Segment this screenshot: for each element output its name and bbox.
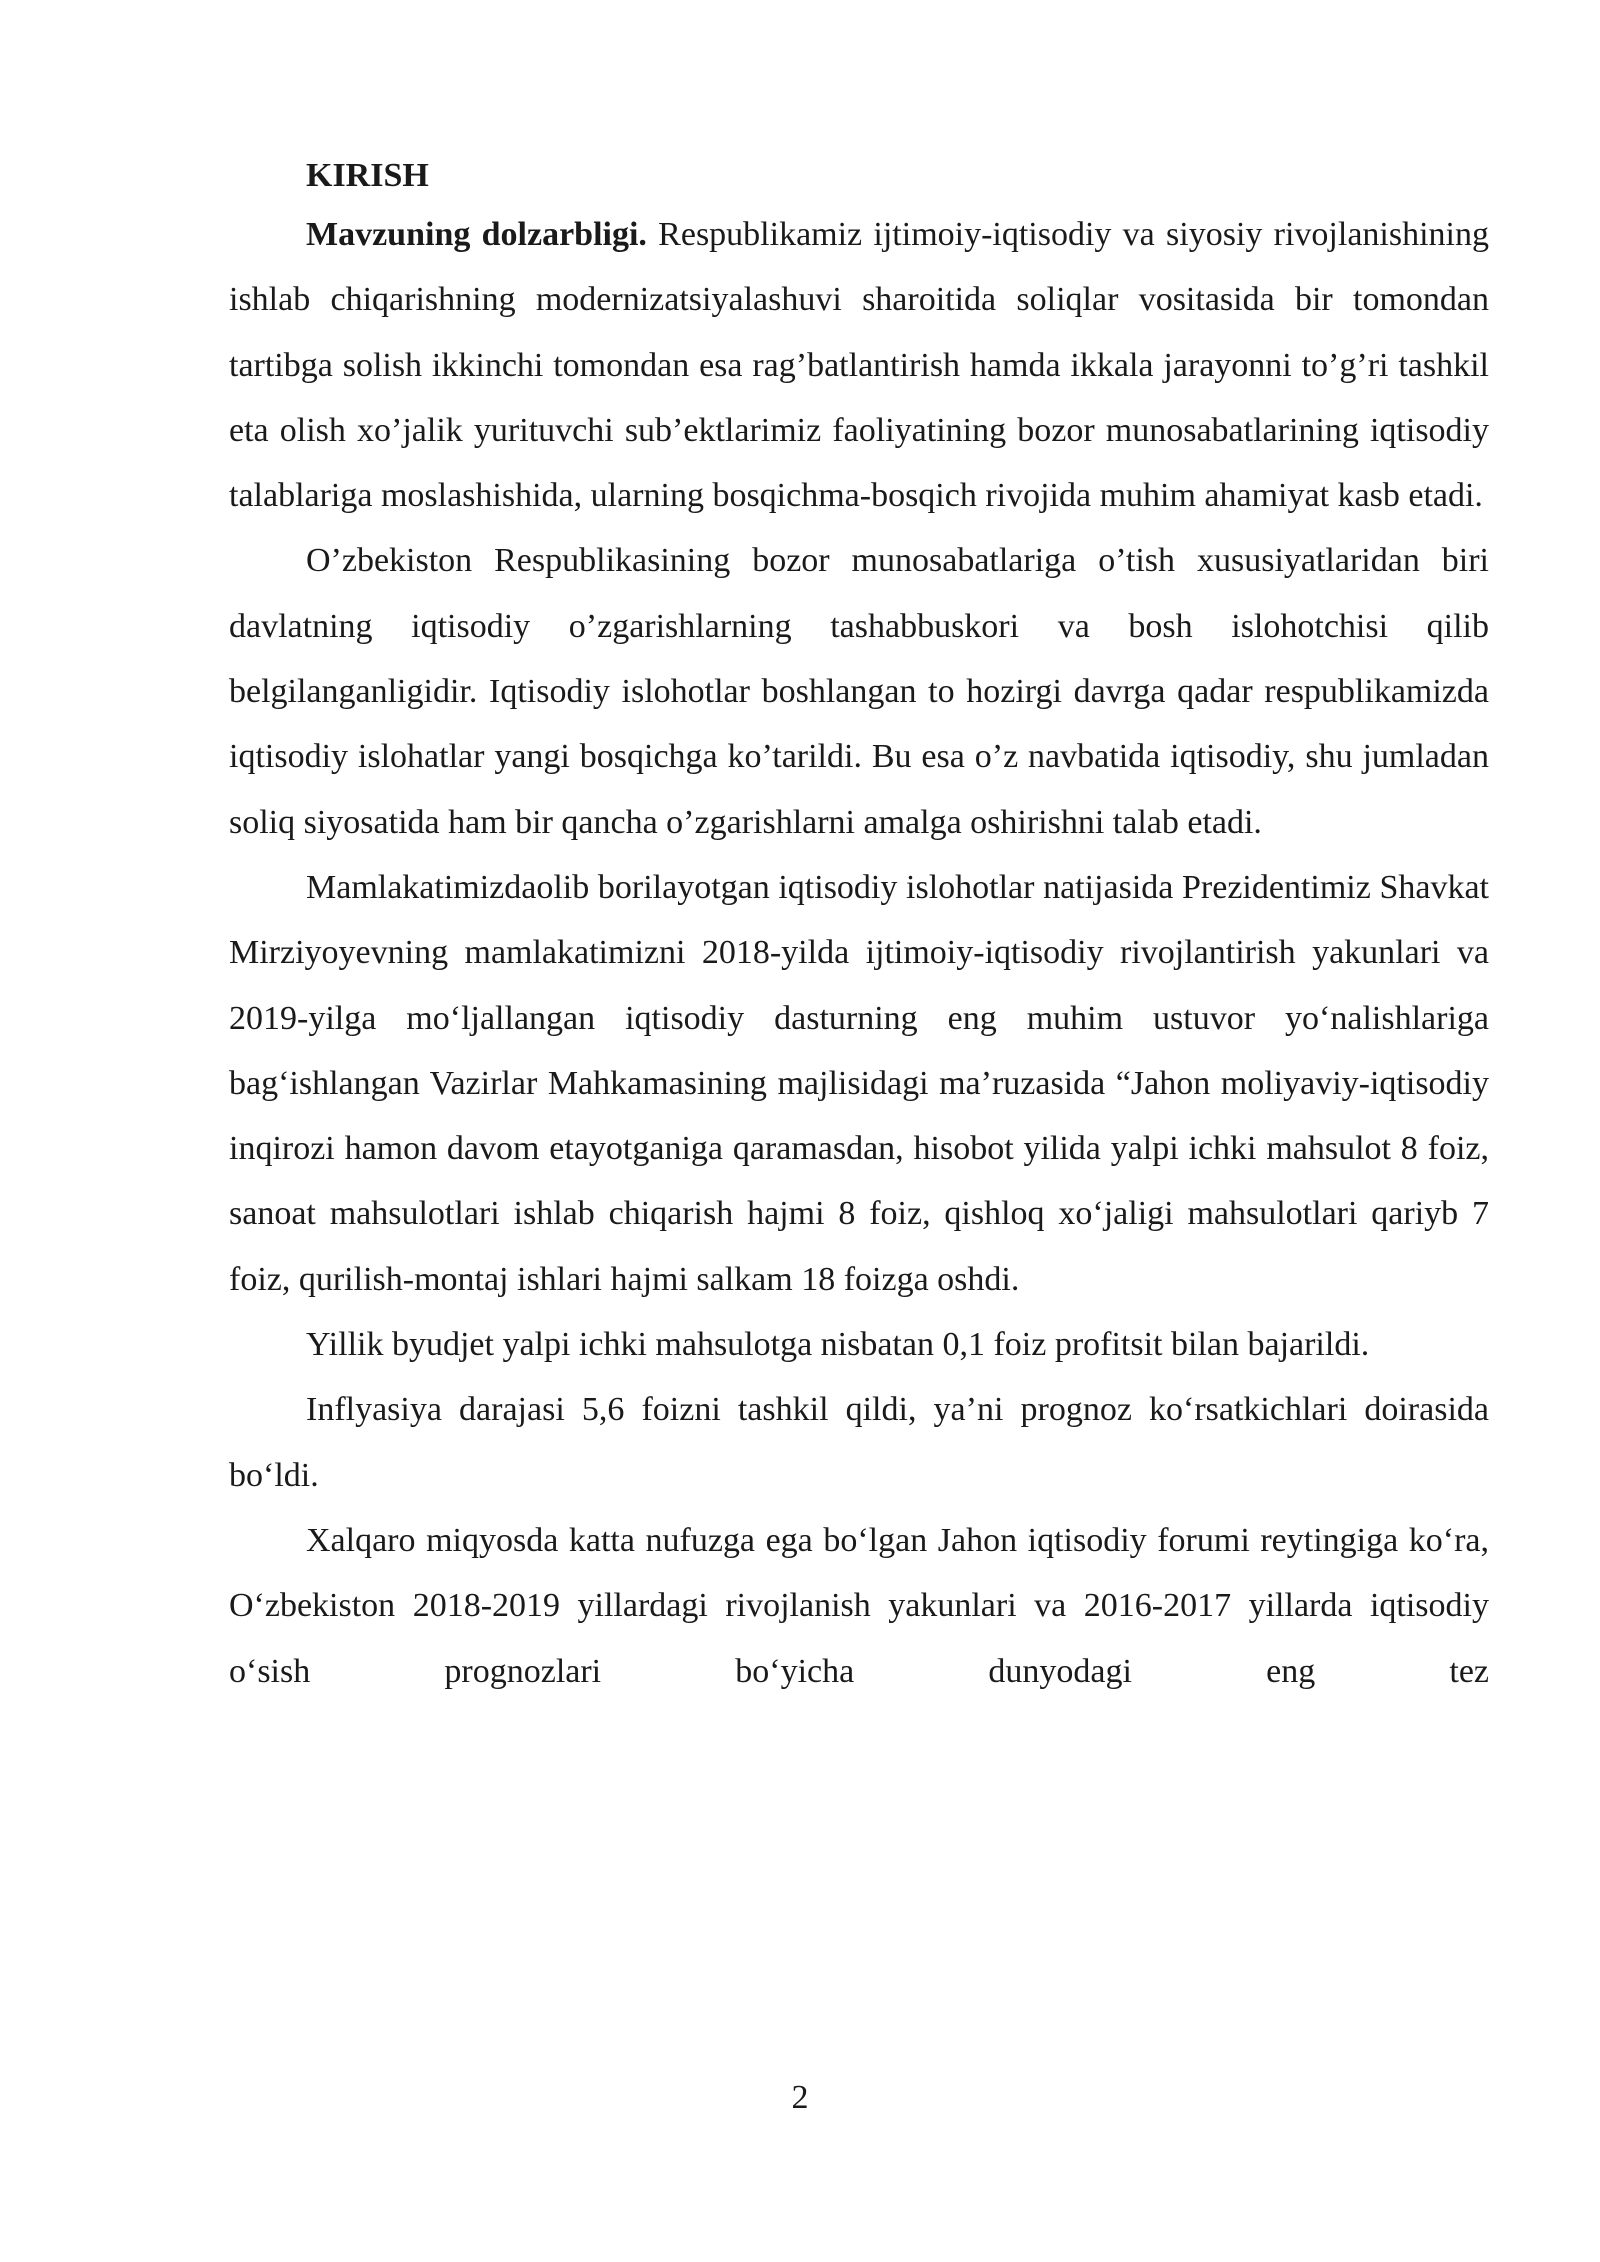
document-page xyxy=(229,150,1489,1704)
paragraph: Yillik byudjet yalpi ichki mahsulotga nisbatan 0,1 foiz profitsit bilan bajarildi. xyxy=(306,1326,1370,1364)
page-number: 2 xyxy=(791,2079,809,2116)
paragraph: Inflyasiya darajasi 5,6 foizni tashkil qildi, ya’ni prognoz ko‘rsatkichlari doirasida bo‘ldi. xyxy=(229,1391,1489,1494)
paragraph: Xalqaro miqyosda katta nufuzga ega bo‘lgan Jahon iqtisodiy forumi reytingiga ko‘ra, O‘zbekiston 2018-2019 yillardagi rivojlanish yakunlari va 2016-2017 yillarda iqtisodiy o‘sish prognozlari bo‘yicha dunyodagi eng tez xyxy=(229,1521,1489,1690)
paragraph-text: Respublikamiz ijtimoiy-iqtisodiy va siyosiy rivojlanishining ishlab chiqarishning modernizatsiyalashuvi sharoitida soliqlar vositasida bir tomondan tartibga solish ikkinchi tomondan esa rag’batlantirish hamda ikkala jarayonni to’g’ri tashkil eta olish xo’jalik yurituvchi sub’ektlarimiz faoliyatining bozor munosabatlarining iqtisodiy talablariga moslashishida, ularning bosqichma-bosqich rivojida muhim ahamiyat kasb etadi. xyxy=(229,216,1489,515)
paragraph: O’zbekiston Respublikasining bozor munosabatlariga o’tish xususiyatlaridan biri davlatning iqtisodiy o’zgarishlarning tashabbuskori va bosh islohotchisi qilib belgilanganligidir. Iqtisodiy islohotlar boshlangan to hozirgi davrga qadar respublikamizda iqtisodiy islohatlar yangi bosqichga ko’tarildi. Bu esa o’z navbatida iqtisodiy, shu jumladan soliq siyosatida ham bir qancha o’zgarishlarni amalga oshirishni talab etadi. xyxy=(229,542,1489,841)
paragraph: Mamlakatimizdaolib borilayotgan iqtisodiy islohotlar natijasida Prezidentimiz Shavkat Mirziyoyevning mamlakatimizni 2018-yilda ijtimoiy-iqtisodiy rivojlantirish yakunlari va 2019-yilga mo‘ljallangan iqtisodiy dasturning eng muhim ustuvor yo‘nalishlariga bag‘ishlangan Vazirlar Mahkamasining majlisidagi ma’ruzasida “Jahon moliyaviy-iqtisodiy inqirozi hamon davom etayotganiga qaramasdan, hisobot yilida yalpi ichki mahsulot 8 foiz, sanoat mahsulotlari ishlab chiqarish hajmi 8 foiz, qishloq xo‘jaligi mahsulotlari qariyb 7 foiz, qurilish-montaj ishlari hajmi salkam 18 foizga oshdi. xyxy=(229,868,1489,1298)
section-heading: KIRISH xyxy=(306,157,429,194)
paragraph-relevance xyxy=(229,202,1489,528)
paragraph-lead: Mavzuning dolzarbligi. xyxy=(306,216,647,253)
